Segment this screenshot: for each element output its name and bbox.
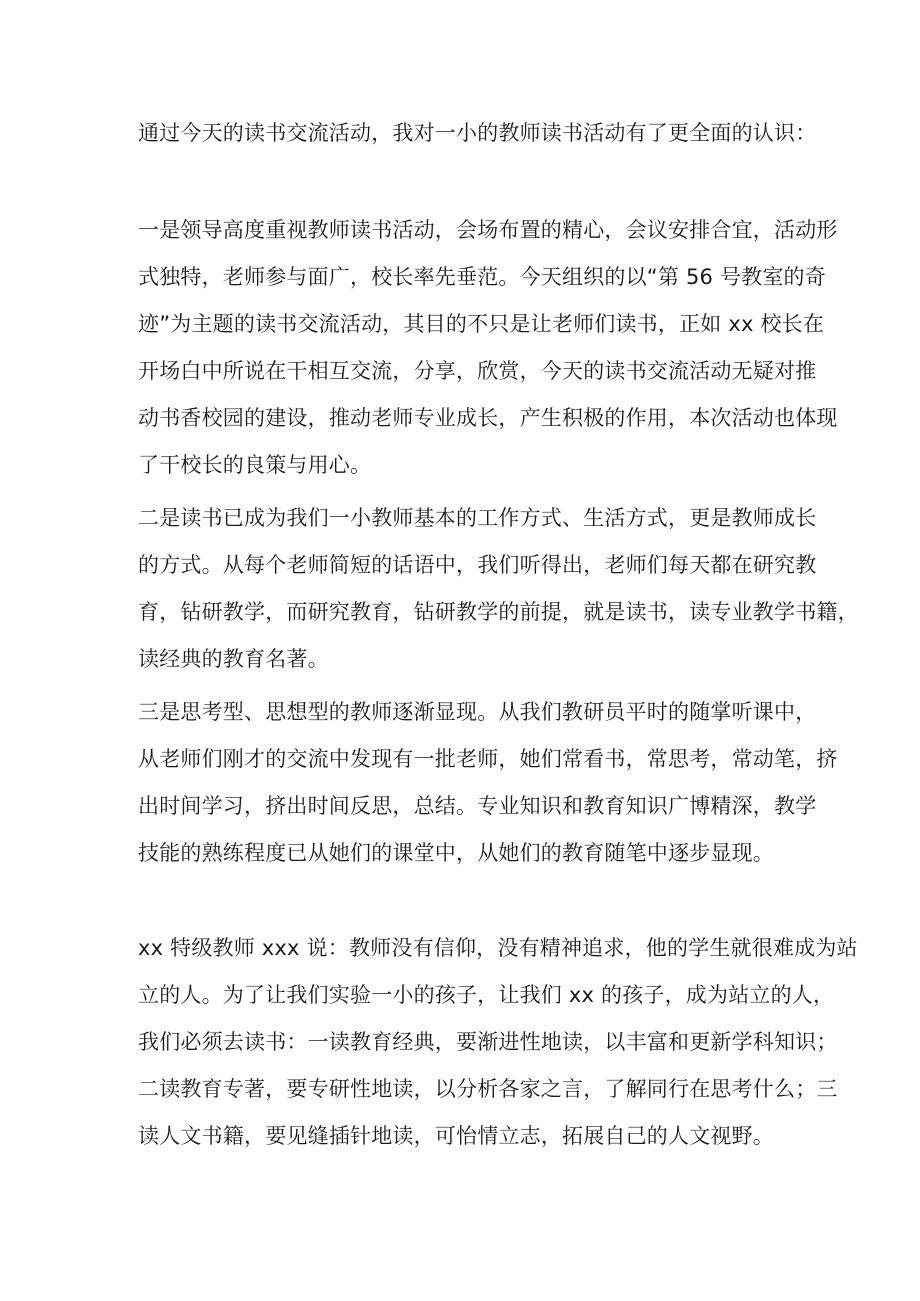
intro-line-1: 通过今天的读书交流活动，我对一小的教师读书活动有了更全面的认识： — [138, 121, 817, 145]
point-one-line-1: 一是领导高度重视教师读书活动，会场布置的精心，会议安排合宜，活动形 — [138, 218, 838, 242]
closing-line-3: 我们必须去读书：一读教育经典，要渐进性地读，以丰富和更新学科知识； — [138, 1030, 838, 1054]
closing-line-1: xx 特级教师 xxx 说：教师没有信仰，没有精神追求，他的学生就很难成为站 — [138, 936, 858, 960]
point-three-line-3: 出时间学习，挤出时间反思，总结。专业知识和教育知识广博精深，教学 — [138, 794, 817, 818]
closing-line-5: 读人文书籍，要见缝插针地读，可怡情立志，拓展自己的人文视野。 — [138, 1124, 774, 1148]
point-one-line-4: 开场白中所说在干相互交流，分享，欣赏，今天的读书交流活动无疑对推 — [138, 359, 817, 383]
point-two-line-1: 二是读书已成为我们一小教师基本的工作方式、生活方式，更是教师成长 — [138, 506, 817, 530]
point-two-line-2: 的方式。从每个老师简短的话语中，我们听得出，老师们每天都在研究教 — [138, 553, 817, 577]
point-two-line-3: 育，钻研教学，而研究教育，钻研教学的前提，就是读书，读专业教学书籍， — [138, 600, 859, 624]
point-two-line-4: 读经典的教育名著。 — [138, 647, 329, 671]
point-one-line-2: 式独特，老师参与面广，校长率先垂范。今天组织的以“第 56 号教室的奇 — [138, 265, 826, 289]
closing-line-4: 二读教育专著，要专研性地读，以分析各家之言，了解同行在思考什么；三 — [138, 1077, 838, 1101]
point-three-line-2: 从老师们刚才的交流中发现有一批老师，她们常看书，常思考，常动笔，挤 — [138, 747, 838, 771]
point-three-line-1: 三是思考型、思想型的教师逐渐显现。从我们教研员平时的随掌听课中， — [138, 700, 817, 724]
point-one-line-5: 动书香校园的建设，推动老师专业成长，产生积极的作用，本次活动也体现 — [138, 406, 838, 430]
point-one-line-3: 迹”为主题的读书交流活动，其目的不只是让老师们读书，正如 xx 校长在 — [138, 312, 825, 336]
closing-line-2: 立的人。为了让我们实验一小的孩子，让我们 xx 的孩子，成为站立的人， — [138, 983, 835, 1007]
point-one-line-6: 了干校长的良策与用心。 — [138, 453, 372, 477]
point-three-line-4: 技能的熟练程度已从她们的课堂中，从她们的教育随笔中逐步显现。 — [138, 841, 774, 865]
